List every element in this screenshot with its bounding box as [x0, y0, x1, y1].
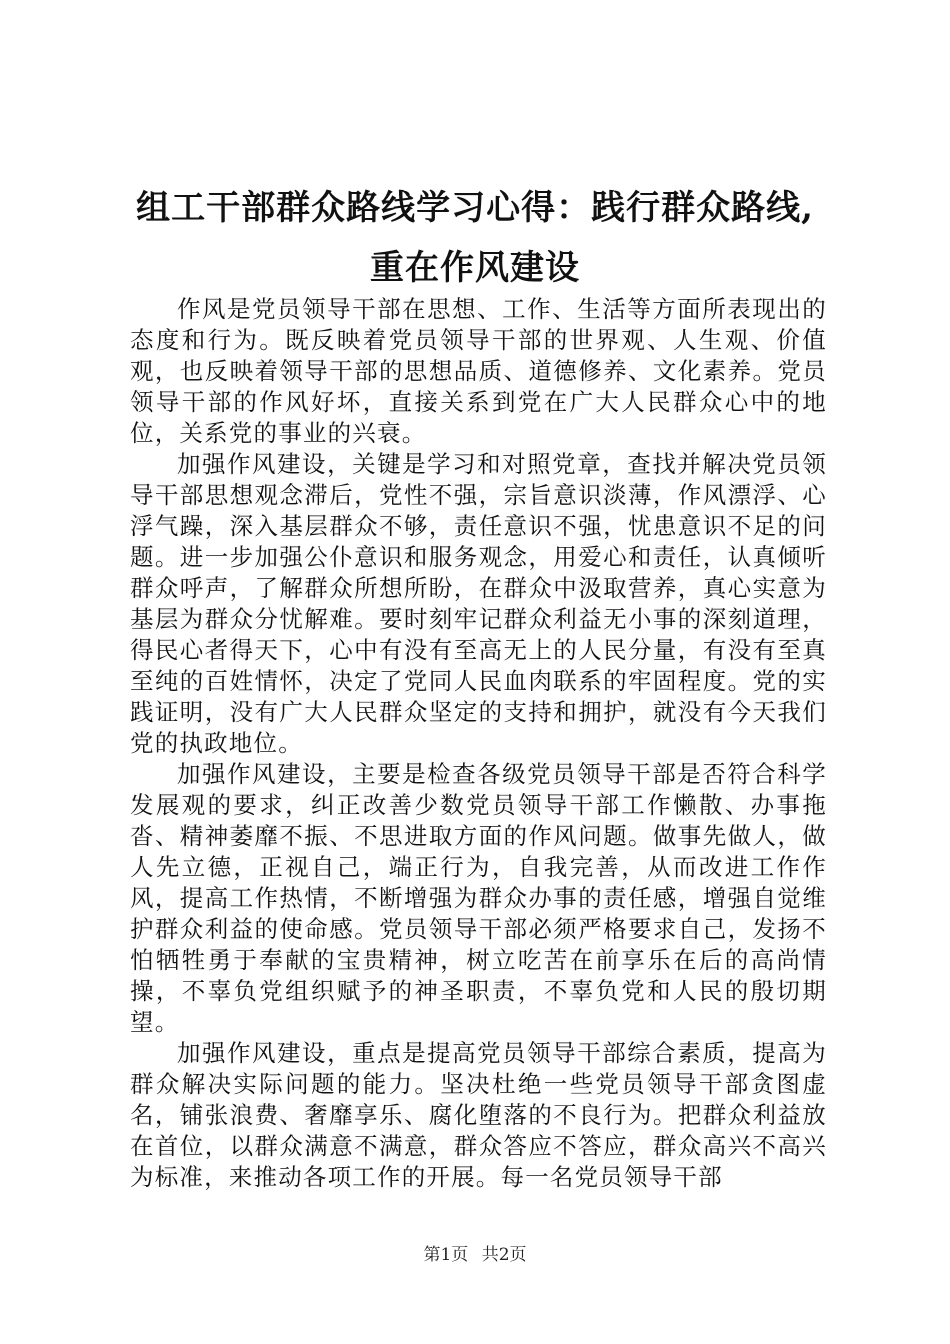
document-title-line-2: 重在作风建设 [370, 248, 580, 288]
page-number-total: 共2页 [481, 1245, 527, 1265]
page-number-current: 第1页 [423, 1245, 469, 1265]
document-title-line-1: 组工干部群众路线学习心得：践行群众路线, [136, 188, 814, 228]
page-footer [0, 1244, 950, 1266]
paragraph-2: 加强作风建设，关键是学习和对照党章，查找并解决党员领导干部思想观念滞后，党性不强，宗旨意识淡薄，作风漂浮、心浮气躁，深入基层群众不够，责任意识不强，忧患意识不足的问题。进一步加强公仆意识和服务观念，用爱心和责任，认真倾听群众呼声，了解群众所想所盼，在群众中汲取营养，真心实意为基层为群众分忧解难。要时刻牢记群众利益无小事的深刻道理，得民心者得天下，心中有没有至高无上的人民分量，有没有至真至纯的百姓情怀，决定了党同人民血肉联系的牢固程度。党的实践证明，没有广大人民群众坚定的支持和拥护，就没有今天我们党的执政地位。 [130, 450, 827, 757]
paragraph-4: 加强作风建设，重点是提高党员领导干部综合素质，提高为群众解决实际问题的能力。坚决杜绝一些党员领导干部贪图虚名，铺张浪费、奢靡享乐、腐化堕落的不良行为。把群众利益放在首位，以群众满意不满意，群众答应不答应，群众高兴不高兴为标准，来推动各项工作的开展。每一名党员领导干部 [130, 1039, 827, 1191]
document-body [130, 294, 827, 1193]
paragraph-1: 作风是党员领导干部在思想、工作、生活等方面所表现出的态度和行为。既反映着党员领导干部的世界观、人生观、价值观，也反映着领导干部的思想品质、道德修养、文化素养。党员领导干部的作风好坏，直接关系到党在广大人民群众心中的地位，关系党的事业的兴衰。 [130, 295, 827, 447]
paragraph-3: 加强作风建设，主要是检查各级党员领导干部是否符合科学发展观的要求，纠正改善少数党员领导干部工作懒散、办事拖沓、精神萎靡不振、不思进取方面的作风问题。做事先做人，做人先立德，正视自己，端正行为，自我完善，从而改进工作作风，提高工作热情，不断增强为群众办事的责任感，增强自觉维护群众利益的使命感。党员领导干部必须严格要求自己，发扬不怕牺牲勇于奉献的宝贵精神，树立吃苦在前享乐在后的高尚情操，不辜负党组织赋予的神圣职责，不辜负党和人民的殷切期望。 [130, 760, 827, 1036]
